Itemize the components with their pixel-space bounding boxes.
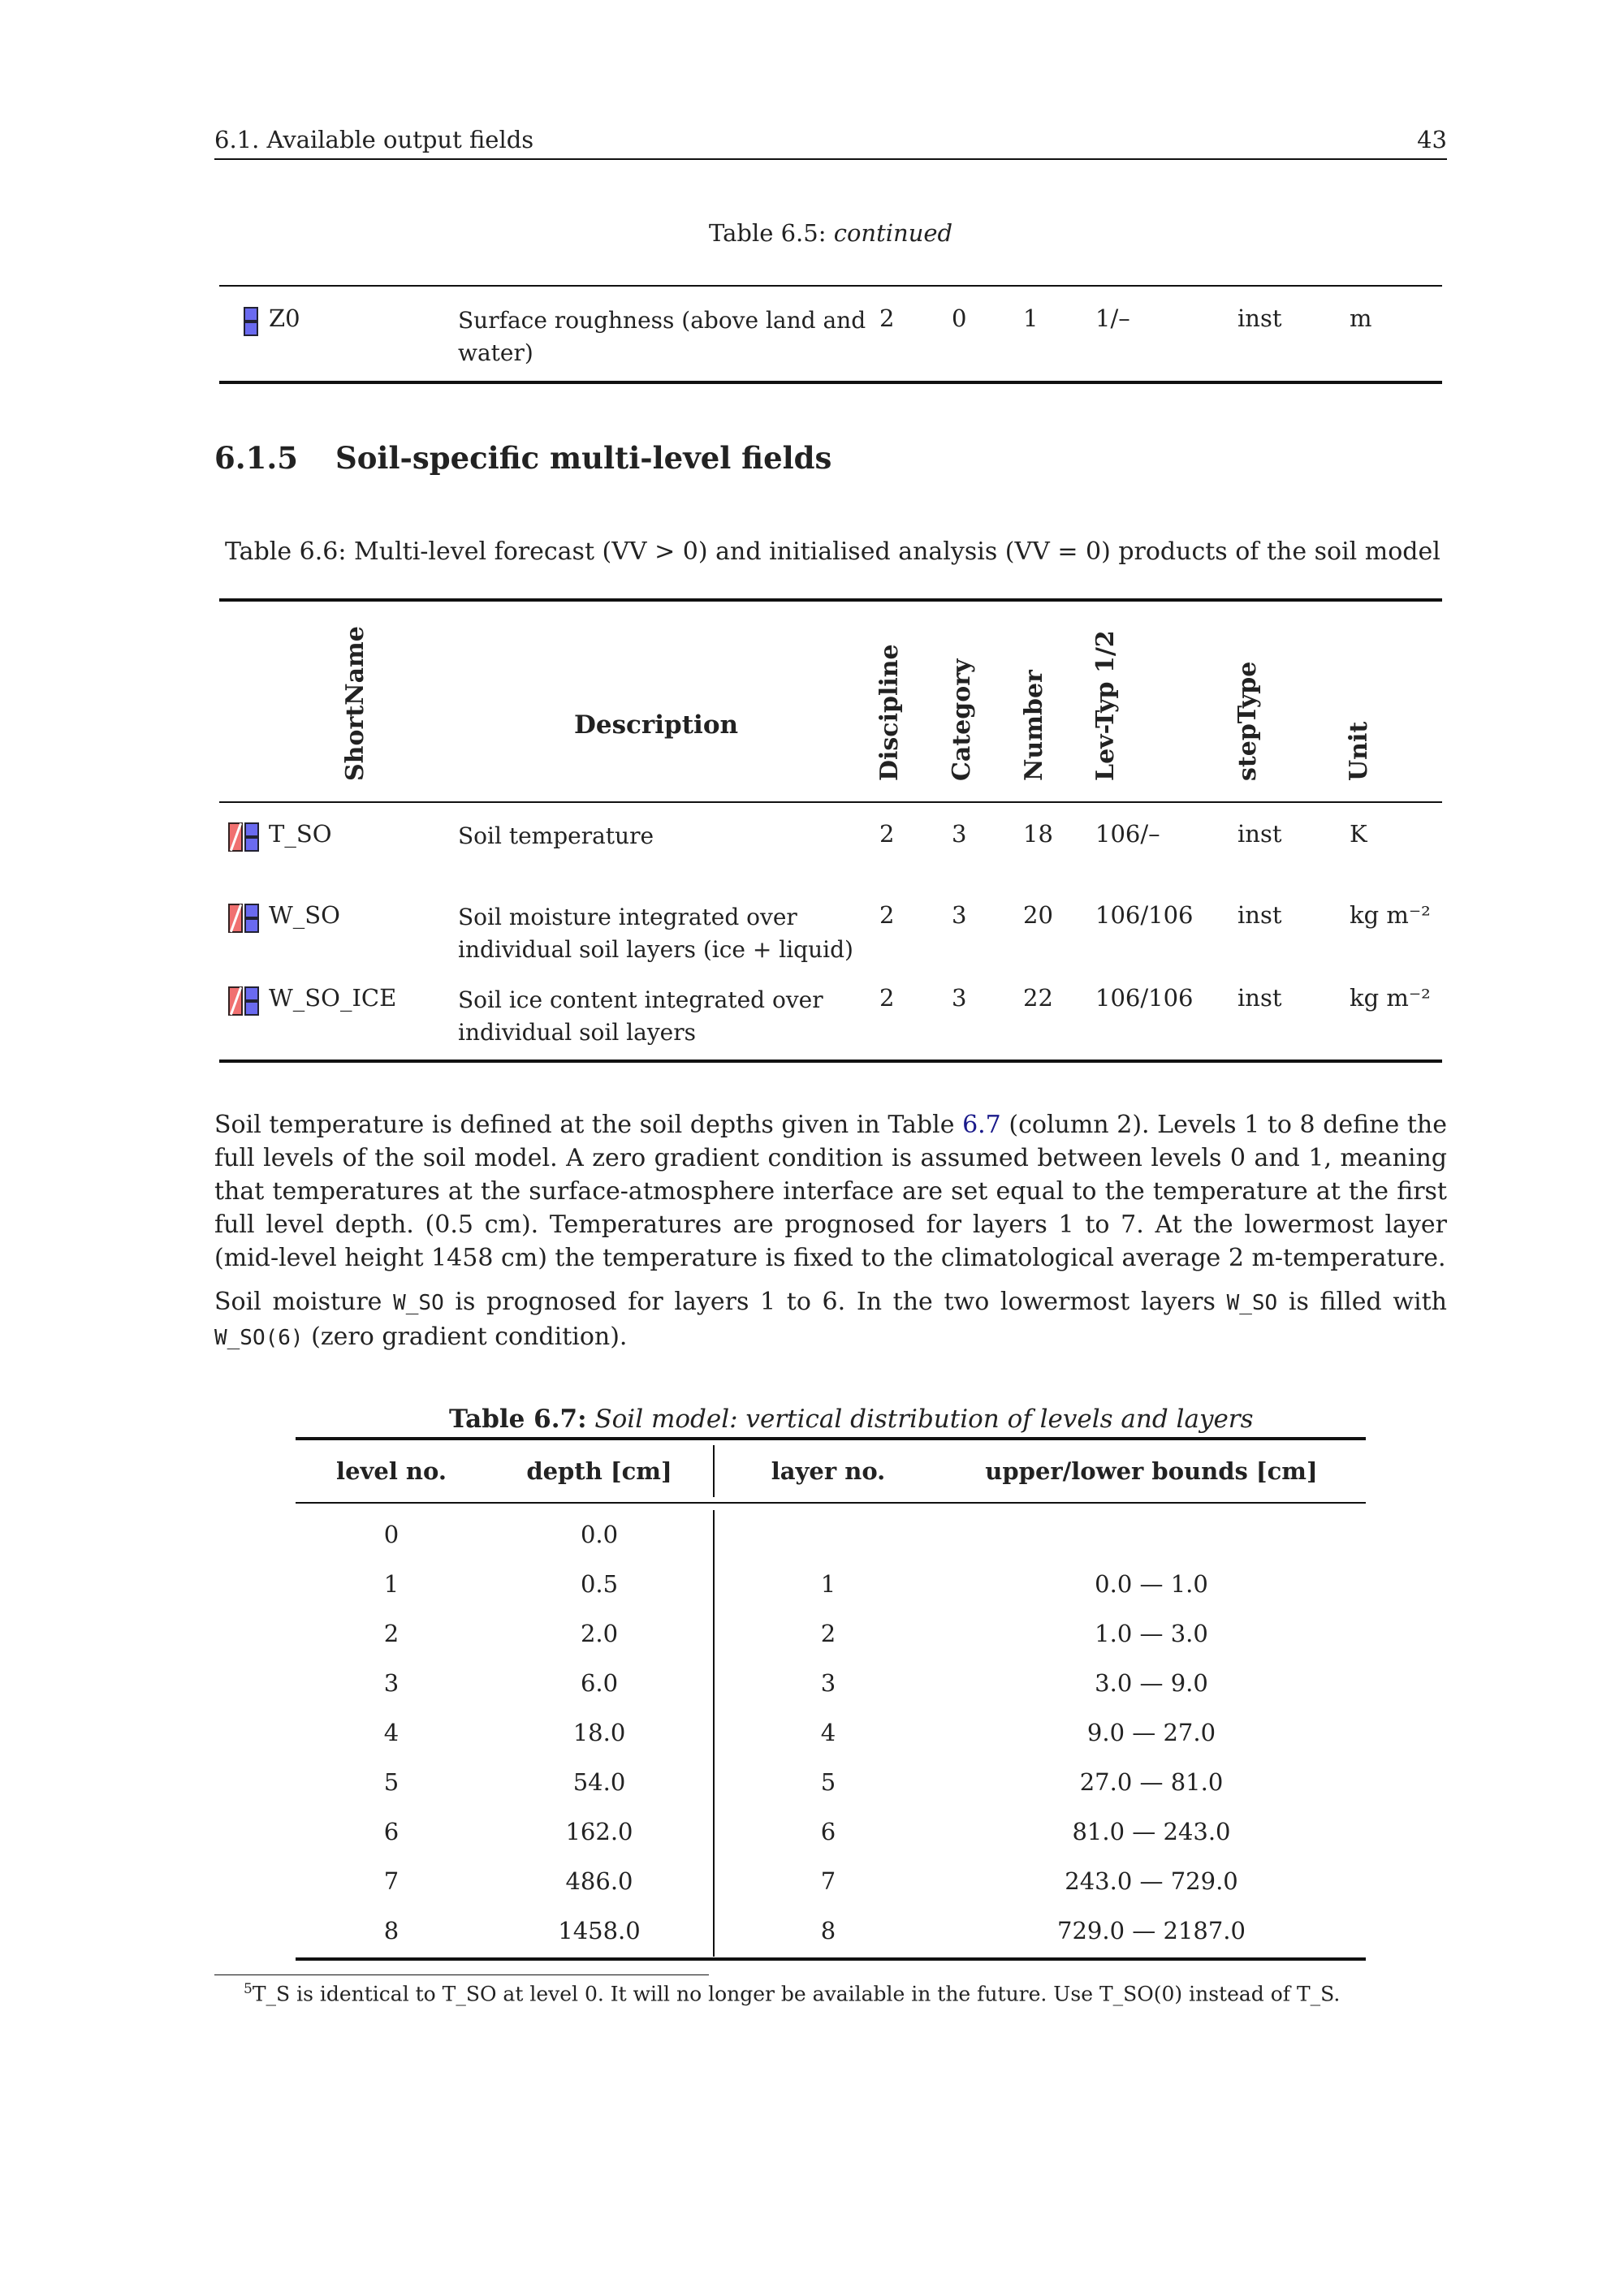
level-cell: 0	[383, 1521, 400, 1548]
header-steptype: stepType	[1233, 661, 1262, 781]
header-level: level no.	[336, 1457, 447, 1485]
footnote	[244, 1981, 1340, 2005]
unit-cell: m	[1350, 304, 1372, 332]
shortname-cell: Z0	[269, 304, 300, 332]
layer-cell: 1	[820, 1570, 836, 1598]
level-cell: 8	[383, 1917, 400, 1944]
depth-cell: 1458.0	[558, 1917, 641, 1944]
header-shortname: ShortName	[341, 626, 369, 781]
header-levtyp: Lev-Typ 1/2	[1091, 630, 1120, 781]
table-rule	[219, 801, 1442, 803]
category-cell: 3	[952, 984, 967, 1012]
multilevel-field-icon	[228, 904, 261, 933]
header-rule	[214, 158, 1447, 160]
number-cell: 18	[1023, 820, 1053, 848]
header-discipline: Discipline	[875, 644, 904, 781]
level-cell: 3	[383, 1669, 400, 1697]
bounds-cell: 729.0 — 2187.0	[1057, 1917, 1246, 1944]
discipline-cell: 2	[879, 304, 895, 332]
category-cell: 0	[952, 304, 967, 332]
level-cell: 7	[383, 1867, 400, 1895]
levtyp-cell: 106/106	[1095, 984, 1194, 1012]
table67-caption	[449, 1405, 1254, 1434]
header-depth: depth [cm]	[526, 1457, 672, 1485]
header-unit: Unit	[1345, 721, 1373, 781]
shortname-cell: W_SO	[269, 901, 340, 929]
depth-cell: 162.0	[565, 1818, 633, 1845]
discipline-cell: 2	[879, 984, 895, 1012]
depth-cell: 0.0	[580, 1521, 619, 1548]
table-reference-link[interactable]: 6.7	[962, 1111, 1001, 1139]
code: W_SO(6)	[214, 1326, 304, 1350]
layer-cell: 6	[820, 1818, 836, 1845]
layer-cell: 4	[820, 1719, 836, 1746]
text: is filled with	[1277, 1288, 1447, 1316]
layer-cell: 8	[820, 1917, 836, 1944]
steptype-cell: inst	[1237, 304, 1282, 332]
header-number: Number	[1020, 670, 1048, 781]
depth-cell: 0.5	[580, 1570, 619, 1598]
table-rule	[219, 598, 1442, 602]
header-description: Description	[574, 710, 739, 740]
code: W_SO	[393, 1291, 444, 1315]
number-cell: 1	[1023, 304, 1039, 332]
levtyp-cell: 106/–	[1095, 820, 1160, 848]
caption-text: continued	[833, 219, 953, 247]
levtyp-cell: 106/106	[1095, 901, 1194, 929]
caption-text: Soil model: vertical distribution of levels and layers	[594, 1405, 1254, 1434]
depth-cell: 54.0	[572, 1768, 626, 1796]
bounds-cell: 1.0 — 3.0	[1095, 1620, 1208, 1647]
paragraph-soil-temperature	[214, 1108, 1447, 1275]
discipline-cell: 2	[879, 820, 895, 848]
text: (zero gradient condition).	[303, 1323, 628, 1351]
section-heading	[214, 440, 831, 476]
page-number: 43	[1417, 126, 1447, 153]
shortname-cell: T_SO	[269, 820, 332, 848]
paragraph-soil-moisture	[214, 1285, 1447, 1355]
caption-label: Table 6.7:	[449, 1405, 587, 1434]
text: Soil moisture	[214, 1288, 394, 1316]
layer-cell: 5	[820, 1768, 836, 1796]
text: is prognosed for layers 1 to 6. In the two lowermost layers	[443, 1288, 1227, 1316]
section-title: Soil-specific multi-level fields	[335, 440, 832, 476]
layer-cell: 3	[820, 1669, 836, 1697]
column-divider	[713, 1510, 715, 1957]
description-cell: Surface roughness (above land and	[458, 307, 866, 334]
table-rule	[296, 1957, 1366, 1961]
description-cell: Soil moisture integrated over	[458, 904, 797, 930]
level-cell: 6	[383, 1818, 400, 1845]
depth-cell: 2.0	[580, 1620, 619, 1647]
header-bounds: upper/lower bounds [cm]	[985, 1457, 1318, 1485]
levtyp-cell: 1/–	[1095, 304, 1130, 332]
category-cell: 3	[952, 820, 967, 848]
bounds-cell: 3.0 — 9.0	[1095, 1669, 1208, 1697]
shortname-cell: W_SO_ICE	[269, 984, 397, 1012]
depth-cell: 18.0	[572, 1719, 626, 1746]
multilevel-field-icon	[228, 986, 261, 1016]
bounds-cell: 81.0 — 243.0	[1072, 1818, 1231, 1845]
footnote-rule	[214, 1974, 709, 1975]
running-header-section: 6.1. Available output fields	[214, 126, 534, 153]
instant-field-icon	[244, 307, 258, 336]
description-cell-line2: individual soil layers (ice + liquid)	[458, 936, 853, 963]
table-rule	[296, 1437, 1366, 1440]
header-layer: layer no.	[771, 1457, 886, 1485]
table65-caption	[709, 219, 952, 247]
text: Soil temperature is defined at the soil depths given in Table	[214, 1111, 963, 1139]
section-number: 6.1.5	[214, 440, 298, 476]
level-cell: 2	[383, 1620, 400, 1647]
multilevel-field-icon	[228, 822, 261, 852]
steptype-cell: inst	[1237, 901, 1282, 929]
category-cell: 3	[952, 901, 967, 929]
level-cell: 1	[383, 1570, 400, 1598]
number-cell: 22	[1023, 984, 1053, 1012]
table-rule	[219, 1060, 1442, 1063]
unit-cell: K	[1350, 820, 1367, 848]
footnote-mark: 5	[244, 1981, 253, 1997]
table66-caption: Table 6.6: Multi-level forecast (VV > 0) and initialised analysis (VV = 0) products of the soil model	[225, 537, 1440, 566]
description-cell: Soil ice content integrated over	[458, 986, 823, 1013]
layer-cell: 2	[820, 1620, 836, 1647]
level-cell: 5	[383, 1768, 400, 1796]
unit-cell: kg m⁻²	[1350, 901, 1431, 929]
caption-label: Table 6.5:	[709, 219, 827, 247]
number-cell: 20	[1023, 901, 1053, 929]
bounds-cell: 9.0 — 27.0	[1086, 1719, 1216, 1746]
column-divider	[713, 1445, 715, 1497]
description-cell: Soil temperature	[458, 822, 654, 849]
discipline-cell: 2	[879, 901, 895, 929]
code: W_SO	[1226, 1291, 1278, 1315]
steptype-cell: inst	[1237, 820, 1282, 848]
level-cell: 4	[383, 1719, 400, 1746]
text: (column 2). Levels 1 to 8 define the full levels of the soil model. A zero gradient condition is assumed between levels 0 and 1, meaning that temperatures at the surface-atmosphere interface are set equal to the temperature at the first full level depth. (0.5 cm). Temperatures are prognosed for layers 1 to 7. At the lowermost layer (mid-level height 1458 cm) the temperature is fixed to the climatological average 2 m-temperature.	[214, 1111, 1447, 1272]
bounds-cell: 0.0 — 1.0	[1095, 1570, 1208, 1598]
description-cell-line2: water)	[458, 339, 533, 366]
header-category: Category	[948, 658, 976, 781]
table-rule	[219, 285, 1442, 287]
footnote-text: T_S is identical to T_SO at level 0. It will no longer be available in the future. Use T_SO(0) instead of T_S.	[252, 1982, 1341, 2006]
unit-cell: kg m⁻²	[1350, 984, 1431, 1012]
steptype-cell: inst	[1237, 984, 1282, 1012]
depth-cell: 486.0	[565, 1867, 633, 1895]
depth-cell: 6.0	[580, 1669, 619, 1697]
description-cell-line2: individual soil layers	[458, 1019, 696, 1046]
bounds-cell: 243.0 — 729.0	[1065, 1867, 1238, 1895]
table-rule	[219, 381, 1442, 384]
layer-cell: 7	[820, 1867, 836, 1895]
bounds-cell: 27.0 — 81.0	[1079, 1768, 1224, 1796]
table-rule	[296, 1502, 1366, 1504]
